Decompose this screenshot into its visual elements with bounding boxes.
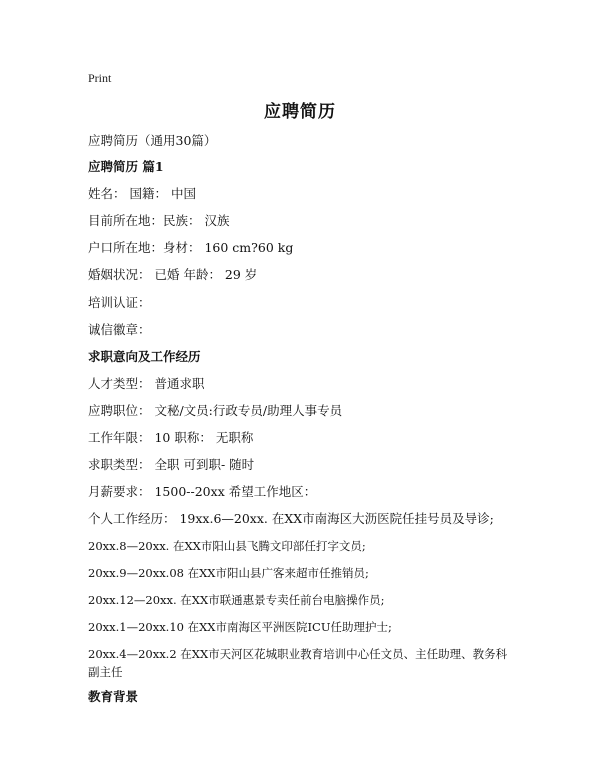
job-type: 求职类型： 全职 可到职- 随时 (88, 457, 255, 472)
job-talent-type: 人才类型： 普通求职 (88, 376, 205, 391)
personal-info-location: 目前所在地：民族： 汉族 (88, 213, 230, 228)
print-label: Print (88, 71, 112, 85)
work-history-item: 20xx.4—20xx.2 在XX市天河区花城职业教育培训中心任文员、主任助理、教务科副主任 (88, 647, 508, 679)
work-history-item: 20xx.1—20xx.10 在XX市南海区平洲医院ICU任助理护士; (88, 620, 392, 634)
section-heading-1: 应聘简历 篇1 (88, 159, 164, 174)
personal-info-marital: 婚姻状况： 已婚 年龄： 29 岁 (88, 267, 258, 282)
job-salary: 月薪要求： 1500--20xx 希望工作地区： (88, 484, 317, 499)
document-subtitle: 应聘简历（通用30篇） (88, 133, 217, 148)
job-position: 应聘职位： 文秘/文员:行政专员/助理人事专员 (88, 403, 343, 418)
work-history-item: 20xx.9—20xx.08 在XX市阳山县广客来超市任推销员; (88, 566, 369, 580)
section-heading-2: 求职意向及工作经历 (88, 349, 201, 364)
work-history-item: 20xx.12—20xx. 在XX市联通惠景专卖任前台电脑操作员; (88, 593, 385, 607)
section-heading-3: 教育背景 (88, 689, 139, 704)
personal-info-training: 培训认证： (88, 295, 151, 310)
personal-info-hukou: 户口所在地：身材： 160 cm?60 kg (88, 240, 294, 255)
document-title: 应聘简历 (264, 102, 336, 122)
work-history-item: 个人工作经历： 19xx.6—20xx. 在XX市南海区大沥医院任挂号员及导诊; (88, 511, 494, 526)
personal-info-name: 姓名： 国籍： 中国 (88, 186, 196, 201)
job-years: 工作年限： 10 职称： 无职称 (88, 430, 254, 445)
work-history-item: 20xx.8—20xx. 在XX市阳山县飞腾文印部任打字文员; (88, 539, 366, 553)
personal-info-badge: 诚信徽章： (88, 322, 151, 337)
